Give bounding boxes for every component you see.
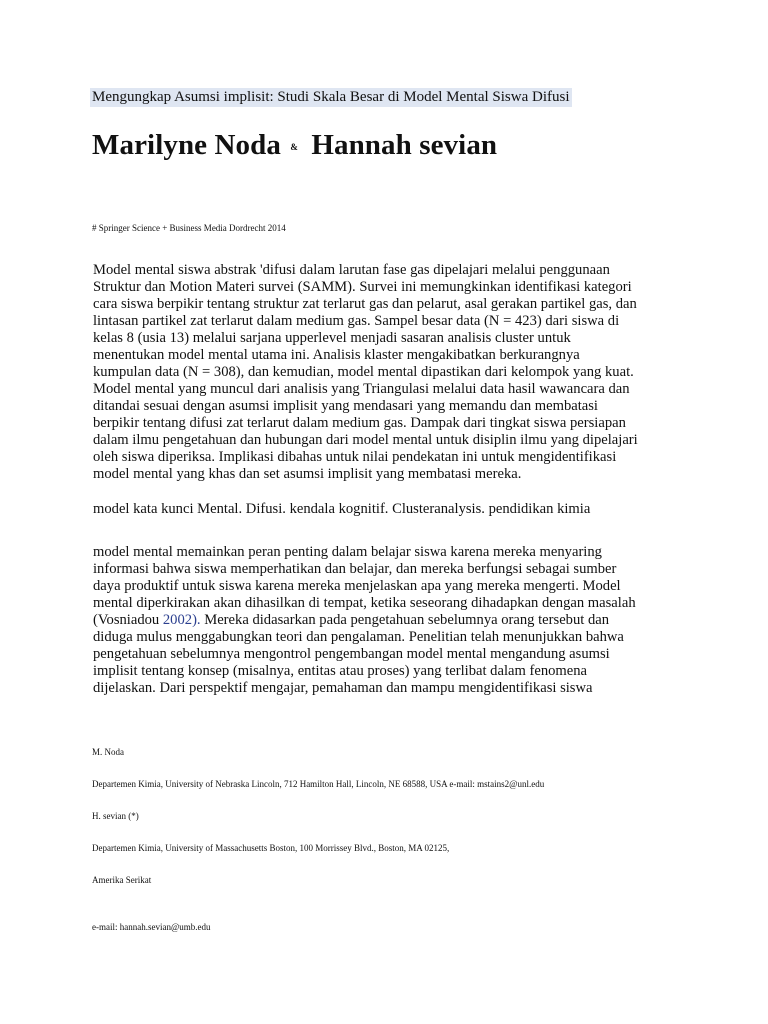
author-affiliation-country: Amerika Serikat (92, 875, 152, 885)
body-text-fragment: Mereka didasarkan pada pengetahuan sebelumnya orang tersebut dan (200, 612, 610, 628)
abstract-line: cara siswa berpikir tentang struktur zat terlarut gas dan pelarut, asal gerakan partikel gas, dan (93, 296, 637, 312)
body-line (93, 612, 683, 629)
body-line: dijelaskan. Dari perspektif mengajar, pemahaman dan mampu mengidentifikasi siswa (93, 680, 593, 696)
abstract-line: Struktur dan Motion Materi survei (SAMM). Survei ini memungkinkan identifikasi kategori (93, 279, 632, 295)
author-affiliation-name: M. Noda (92, 747, 124, 757)
body-line: model mental memainkan peran penting dalam belajar siswa karena mereka menyaring (93, 544, 602, 560)
body-line: mental diperkirakan akan dihasilkan di tempat, ketika seseorang dihadapkan dengan masalah (93, 595, 636, 611)
abstract-line: ditandai sesuai dengan asumsi implisit yang mendasari yang memandu dan membatasi (93, 398, 598, 414)
abstract-line: kumpulan data (N = 308), dan kemudian, model mental dipastikan dari kelompok yang kuat. (93, 364, 634, 380)
body-text-fragment: (Vosniadou (93, 612, 163, 628)
abstract-line: Model mental siswa abstrak 'difusi dalam larutan fase gas dipelajari melalui penggunaan (93, 262, 610, 278)
body-line: implisit tentang konsep (misalnya, entitas atau proses) yang terlibat dalam fenomena (93, 663, 588, 679)
author-affiliation-address: Departemen Kimia, University of Massachusetts Boston, 100 Morrissey Blvd., Boston, MA 02125, (92, 843, 450, 853)
abstract-line: model mental yang khas dan set asumsi implisit yang membatasi mereka. (93, 466, 522, 482)
author-name-sevian: Hannah sevian (311, 129, 498, 161)
author-email: e-mail: hannah.sevian@umb.edu (92, 922, 211, 932)
abstract-line: dalam ilmu pengetahuan dan hubungan dari model mental untuk disiplin ilmu yang dipelajari (93, 432, 638, 448)
paper-subtitle: Mengungkap Asumsi implisit: Studi Skala Besar di Model Mental Siswa Difusi (92, 89, 570, 105)
author-affiliation-name: H. sevian (*) (92, 811, 139, 821)
body-line: diduga mulus menggabungkan teori dan pengalaman. Penelitian telah menunjukkan bahwa (93, 629, 624, 645)
citation-link[interactable]: 2002). (162, 612, 201, 628)
copyright-notice: # Springer Science + Business Media Dordrecht 2014 (92, 223, 286, 233)
keywords-line: model kata kunci Mental. Difusi. kendala kognitif. Clusteranalysis. pendidikan kimia (93, 501, 591, 517)
introduction-paragraph (93, 544, 683, 697)
abstract-line: kelas 8 (usia 13) melalui sarjana upperlevel menjadi sasaran analisis cluster untuk (93, 330, 571, 346)
abstract-line: Model mental yang muncul dari analisis yang Triangulasi melalui data hasil wawancara dan (93, 381, 630, 397)
author-separator: & (290, 142, 298, 153)
author-name-noda: Marilyne Noda (92, 129, 281, 161)
author-affiliation-address: Departemen Kimia, University of Nebraska Lincoln, 712 Hamilton Hall, Lincoln, NE 68588, USA e-mail: mstains2@unl.edu (92, 779, 545, 789)
abstract-line: oleh siswa diperiksa. Implikasi dibahas untuk nilai pendekatan ini untuk mengidentifikasi (93, 449, 617, 465)
abstract-paragraph (93, 262, 683, 483)
abstract-line: berpikir tentang difusi zat terlarut dalam medium gas. Dampak dari tingkat siswa persiapan (93, 415, 626, 431)
body-line: daya produktif untuk siswa karena mereka menjelaskan apa yang mereka mengerti. Model (93, 578, 621, 594)
abstract-line: lintasan partikel zat terlarut dalam medium gas. Sampel besar data (N = 423) dari siswa di (93, 313, 620, 329)
abstract-line: menentukan model mental utama ini. Analisis klaster mengakibatkan berkurangnya (93, 347, 580, 363)
body-line: pengetahuan sebelumnya mengontrol pengembangan model mental mengandung asumsi (93, 646, 610, 662)
body-line: informasi bahwa siswa memperhatikan dan belajar, dan mereka berfungsi sebagai sumber (93, 561, 617, 577)
author-line (92, 126, 497, 166)
